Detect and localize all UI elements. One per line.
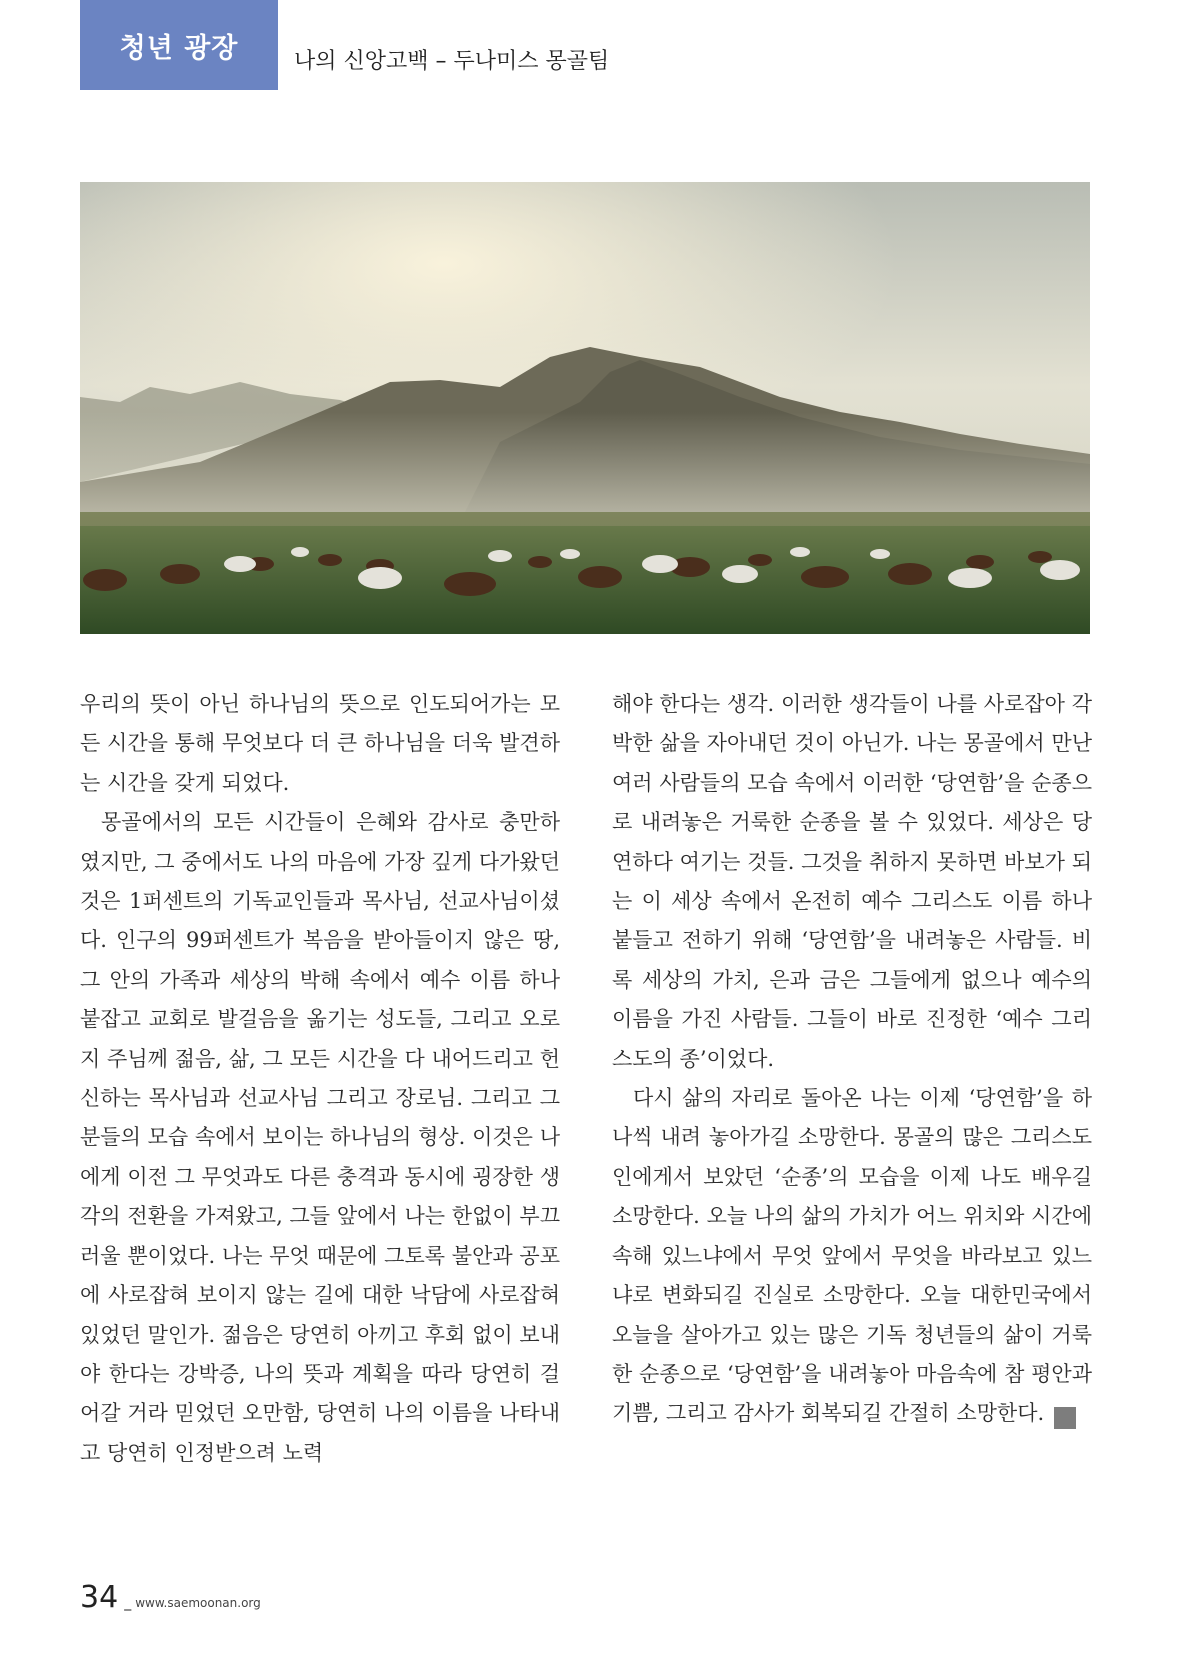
- footer-separator: _: [124, 1595, 132, 1611]
- page-number: 34: [80, 1580, 119, 1615]
- paragraph: [612, 1079, 1092, 1434]
- footer-url[interactable]: www.saemoonan.org: [135, 1596, 261, 1610]
- end-mark-icon: 새: [1054, 1407, 1076, 1429]
- mongolia-landscape-photo: [80, 182, 1090, 634]
- body-column-left: [80, 685, 560, 1473]
- paragraph: 해야 한다는 생각. 이러한 생각들이 나를 사로잡아 각박한 삶을 자아내던 것이 아닌가. 나는 몽골에서 만난 여러 사람들의 모습 속에서 이러한 ‘당연함’을 순종으로 내려놓은 거룩한 순종을 볼 수 있었다. 세상은 당연하다 여기는 것들. 그것을 취하지 못하면 바보가 되는 이 세상 속에서 온전히 예수 그리스도 이름 하나 붙들고 전하기 위해 ‘당연함’을 내려놓은 사람들. 비록 세상의 가치, 은과 금은 그들에게 없으나 예수의 이름을 가진 사람들. 그들이 바로 진정한 ‘예수 그리스도의 종’이었다.: [612, 692, 1092, 1071]
- section-label: 청년 광장: [119, 32, 239, 64]
- paragraph: 우리의 뜻이 아닌 하나님의 뜻으로 인도되어가는 모든 시간을 통해 무엇보다 더 큰 하나님을 더욱 발견하는 시간을 갖게 되었다.: [80, 692, 560, 795]
- section-tab: [80, 0, 278, 90]
- article-title: 나의 신앙고백 – 두나미스 몽골팀: [294, 49, 610, 74]
- paragraph-text: 다시 삶의 자리로 돌아온 나는 이제 ‘당연함’을 하나씩 내려 놓아가길 소망한다. 몽골의 많은 그리스도인에게서 보았던 ‘순종’의 모습을 이제 나도 배우길 소망한다. 오늘 나의 삶의 가치가 어느 위치와 시간에 속해 있느냐에서 무엇 앞에서 무엇을 바라보고 있느냐로 변화되길 진실로 소망한다. 오늘 대한민국에서 오늘을 살아가고 있는 많은 기독 청년들의 삶이 거룩한 순종으로 ‘당연함’을 내려놓아 마음속에 참 평안과 기쁨, 그리고 감사가 회복되길 간절히 소망한다.: [612, 1086, 1092, 1426]
- page-footer: [80, 1580, 261, 1615]
- paragraph: 몽골에서의 모든 시간들이 은혜와 감사로 충만하였지만, 그 중에서도 나의 마음에 가장 깊게 다가왔던 것은 1퍼센트의 기독교인들과 목사님, 선교사님이셨다. 인구의 99퍼센트가 복음을 받아들이지 않은 땅, 그 안의 가족과 세상의 박해 속에서 예수 이름 하나 붙잡고 교회로 발걸음을 옮기는 성도들, 그리고 오로지 주님께 젊음, 삶, 그 모든 시간을 다 내어드리고 헌신하는 목사님과 선교사님 그리고 장로님. 그리고 그분들의 모습 속에서 보이는 하나님의 형상. 이것은 나에게 이전 그 무엇과도 다른 충격과 동시에 굉장한 생각의 전환을 가져왔고, 그들 앞에서 나는 한없이 부끄러울 뿐이었다. 나는 무엇 때문에 그토록 불안과 공포에 사로잡혀 보이지 않는 길에 대한 낙담에 사로잡혀 있었던 말인가. 젊음은 당연히 아끼고 후회 없이 보내야 한다는 강박증, 나의 뜻과 계획을 따라 당연히 걸어갈 거라 믿었던 오만함, 당연히 나의 이름을 나타내고 당연히 인정받으려 노력: [80, 810, 560, 1465]
- body-column-right: [612, 685, 1092, 1434]
